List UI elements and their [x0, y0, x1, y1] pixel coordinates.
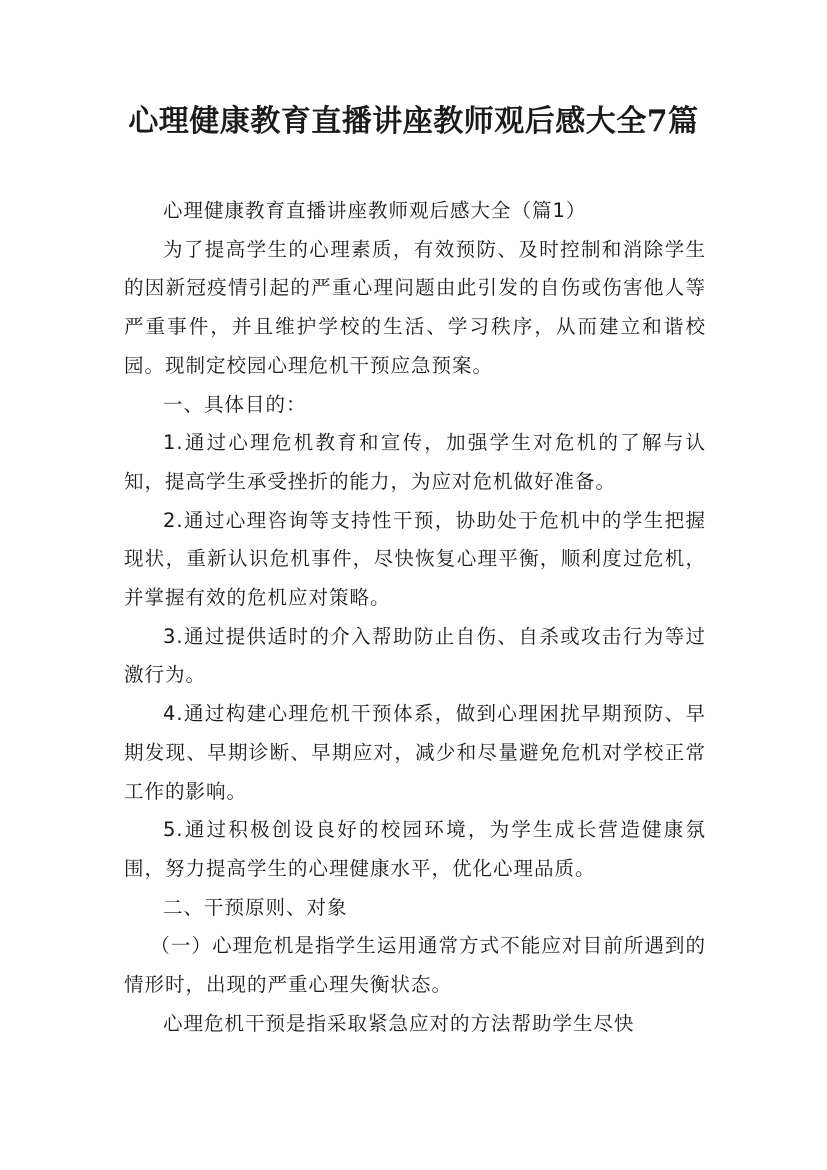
- objective-item-4: 4.通过构建心理危机干预体系，做到心理困扰早期预防、早期发现、早期诊断、早期应对，减少和尽量避免危机对学校正常工作的影响。: [124, 702, 706, 803]
- principle-item-1: （一）心理危机是指学生运用通常方式不能应对目前所遇到的情形时，出现的严重心理失衡状态。: [124, 934, 706, 997]
- section-heading-principles: 二、干预原则、对象: [163, 895, 348, 919]
- section-heading-part-1: 心理健康教育直播讲座教师观后感大全（篇1）: [163, 199, 587, 222]
- objective-item-2: 2.通过心理咨询等支持性干预，协助处于危机中的学生把握现状，重新认识危机事件，尽快恢复心理平衡，顺利度过危机，并掌握有效的危机应对策略。: [124, 508, 706, 610]
- objective-item-1: 1.通过心理危机教育和宣传，加强学生对危机的了解与认知，提高学生承受挫折的能力，为应对危机做好准备。: [124, 431, 706, 493]
- section-heading-objectives: 一、具体目的：: [163, 392, 307, 416]
- intro-paragraph: 为了提高学生的心理素质，有效预防、及时控制和消除学生的因新冠疫情引起的严重心理问题由此引发的自伤或伤害他人等严重事件，并且维护学校的生活、学习秩序，从而建立和谐校园。现制定校园心理危机干预应急预案。: [124, 237, 706, 377]
- objective-item-5: 5.通过积极创设良好的校园环境，为学生成长营造健康氛围，努力提高学生的心理健康水平，优化心理品质。: [124, 818, 706, 880]
- objective-item-3: 3.通过提供适时的介入帮助防止自伤、自杀或攻击行为等过激行为。: [124, 624, 706, 687]
- intervention-definition-paragraph: 心理危机干预是指采取紧急应对的方法帮助学生尽快: [163, 1011, 635, 1035]
- document-title: 心理健康教育直播讲座教师观后感大全7篇: [128, 104, 699, 139]
- document-body: [124, 192, 706, 1043]
